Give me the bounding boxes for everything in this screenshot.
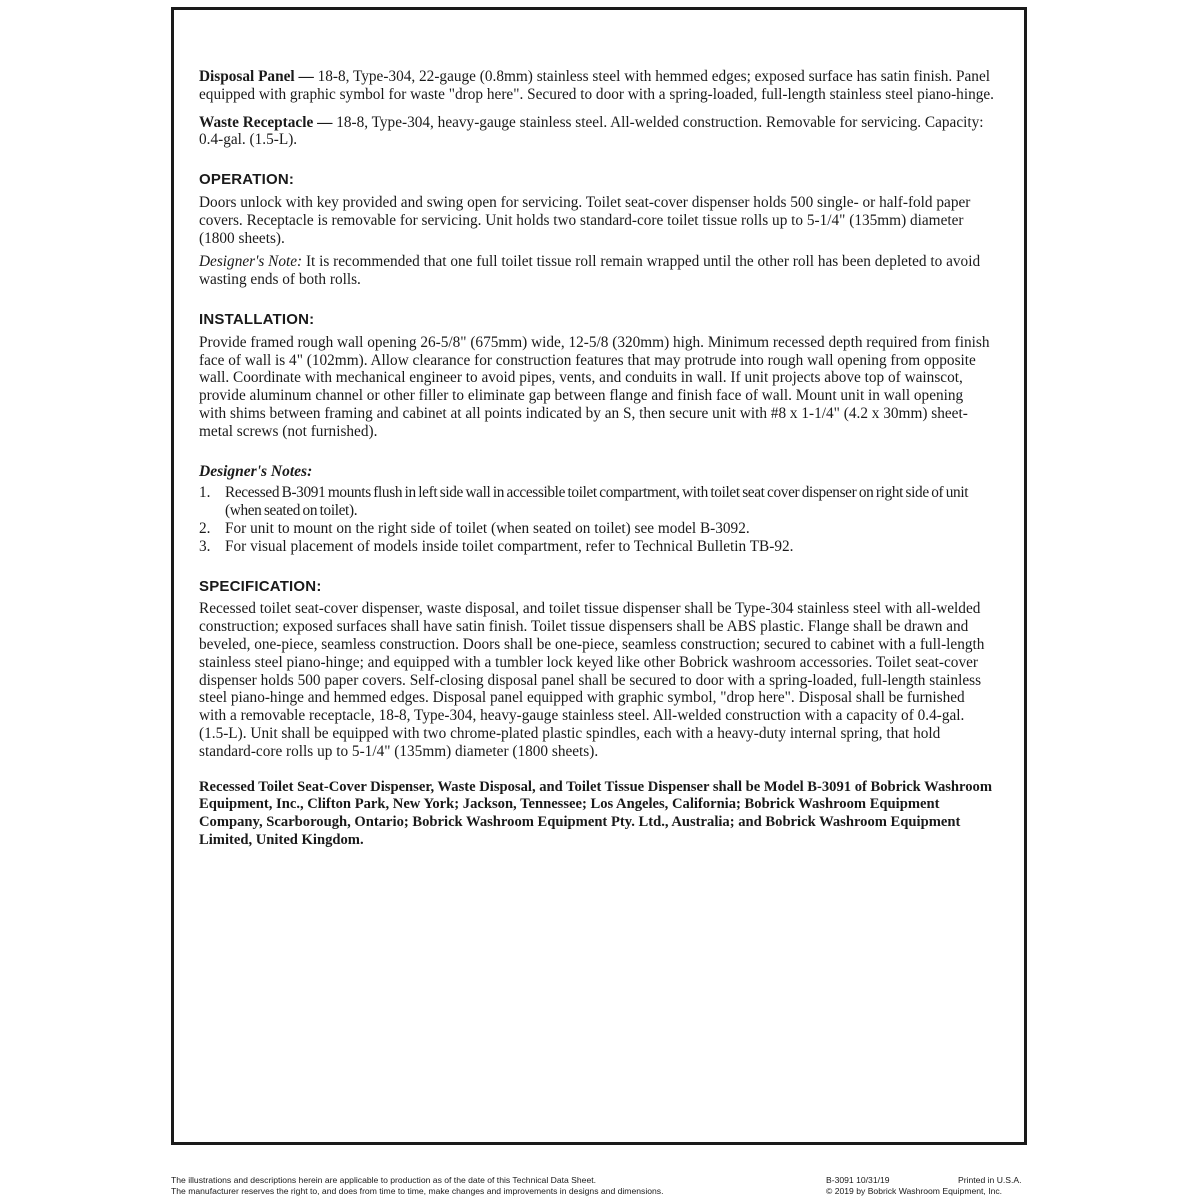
specification-closing: Recessed Toilet Seat-Cover Dispenser, Waste Disposal, and Toilet Tissue Dispenser shall be Model B-3091 of Bobrick Washroom Equipment, Inc., Clifton Park, New York; Jackson, Tennessee; Los Angeles, California; Bobrick Washroom Equipment Company, Scarborough, Ontario; Bobrick Washroom Equipment Pty. Ltd., Australia; and Bobrick Washroom Equipment Limited, United Kingdom.: [199, 778, 993, 848]
waste-receptacle-text: 18-8, Type-304, heavy-gauge stainless steel. All-welded construction. Removable for servicing. Capacity: 0.4-gal. (1.5-L).: [199, 113, 984, 149]
disposal-panel-title: Disposal Panel —: [199, 68, 314, 85]
specification-text: Recessed toilet seat-cover dispenser, waste disposal, and toilet tissue dispenser shall be Type-304 stainless steel with all-welded construction; exposed surfaces shall have satin finish. Toilet tissue dispensers shall be ABS plastic. Flange shall be drawn and beveled, one-piece, seamless construction. Doors shall be one-piece, seamless construction; secured to cabinet with a full-length stainless steel piano-hinge; and equipped with a tumbler lock keyed like other Bobrick washroom accessories. Toilet seat-cover dispenser holds 500 paper covers. Self-closing disposal panel shall be secured to door with a spring-loaded, full-length stainless steel piano-hinge and hemmed edges. Disposal panel equipped with graphic symbol, "drop here". Disposal shall be furnished with a removable receptacle, 18-8, Type-304, heavy-gauge stainless steel. All-welded construction with a capacity of 0.4-gal. (1.5-L). Unit shall be equipped with two chrome-plated plastic spindles, each with a heavy-duty internal spring, that hold standard-core rolls up to 5-1/4" (135mm) diameter (1800 sheets).: [199, 600, 985, 760]
footer-printed-text: Printed in U.S.A.: [958, 1175, 1022, 1185]
operation-text: Doors unlock with key provided and swing open for servicing. Toilet seat-cover dispenser holds 500 single- or half-fold paper covers. Receptacle is removable for servicing. Unit holds two standard-core toilet tissue rolls up to 5-1/4" (135mm) diameter (1800 sheets).: [199, 193, 971, 247]
disposal-panel-text: 18-8, Type-304, 22-gauge (0.8mm) stainless steel with hemmed edges; exposed surface has satin finish. Panel equipped with graphic symbol for waste "drop here". Secured to door with a spring-loaded, full-length stainless steel piano-hinge.: [199, 68, 994, 103]
footer-copyright-text: © 2019 by Bobrick Washroom Equipment, Inc.: [826, 1186, 1003, 1196]
installation-heading: INSTALLATION:: [199, 310, 315, 328]
operation-heading: OPERATION:: [199, 171, 295, 189]
list-item: [199, 520, 994, 538]
installation-text: Provide framed rough wall opening 26-5/8" (675mm) wide, 12-5/8 (320mm) high. Minimum recessed depth required from finish face of wall is 4" (102mm). Allow clearance for construction features that may protrude into rough wall opening from opposite wall. Coordinate with mechanical engineer to avoid pipes, vents, and conduits in wall. If unit projects above top of wainscot, provide aluminum channel or other filler to eliminate gap between flange and finish face of wall. Mount unit in wall opening with shims between framing and cabinet at all points indicated by an S, then secure unit with #8 x 1-1/4" (4.2 x 30mm) sheet-metal screws (not furnished).: [199, 333, 990, 440]
document-body: [199, 68, 994, 850]
list-item-text: For unit to mount on the right side of toilet (when seated on toilet) see model B-3092.: [225, 519, 750, 537]
list-item-text: Recessed B-3091 mounts flush in left side wall in accessible toilet compartment, with toilet seat cover dispenser on right side of unit (when seated on toilet).: [225, 484, 969, 520]
waste-receptacle-title: Waste Receptacle —: [199, 113, 333, 131]
footer-model-date-text: B-3091 10/31/19: [826, 1175, 890, 1185]
list-item-number: 1.: [199, 484, 211, 502]
footer-disclaimer: [171, 1175, 771, 1197]
disposal-panel-paragraph: [199, 68, 994, 104]
list-item: [199, 538, 994, 556]
footer-copyright: [826, 1186, 1026, 1197]
footer-line-2: The manufacturer reserves the right to, and does from time to time, make changes and improvements in designs and dimensions.: [171, 1186, 664, 1196]
designers-note-paragraph: [199, 253, 994, 289]
footer-printed: [958, 1175, 1028, 1186]
footer-model-date: [826, 1175, 936, 1186]
designers-notes-heading: Designer's Notes:: [199, 462, 313, 480]
list-item: [199, 484, 994, 520]
list-item-number: 3.: [199, 537, 211, 555]
designers-notes-list: [199, 484, 994, 555]
list-item-number: 2.: [199, 519, 211, 537]
designers-note-text: It is recommended that one full toilet tissue roll remain wrapped until the other roll has been depleted to avoid wasting ends of both rolls.: [199, 253, 981, 289]
footer-line-1: The illustrations and descriptions herein are applicable to production as of the date of this Technical Data Sheet.: [171, 1175, 597, 1185]
designers-note-label: Designer's Note:: [199, 253, 303, 271]
waste-receptacle-paragraph: [199, 114, 994, 150]
specification-heading: SPECIFICATION:: [199, 577, 322, 595]
list-item-text: For visual placement of models inside toilet compartment, refer to Technical Bulletin TB-92.: [225, 537, 794, 555]
